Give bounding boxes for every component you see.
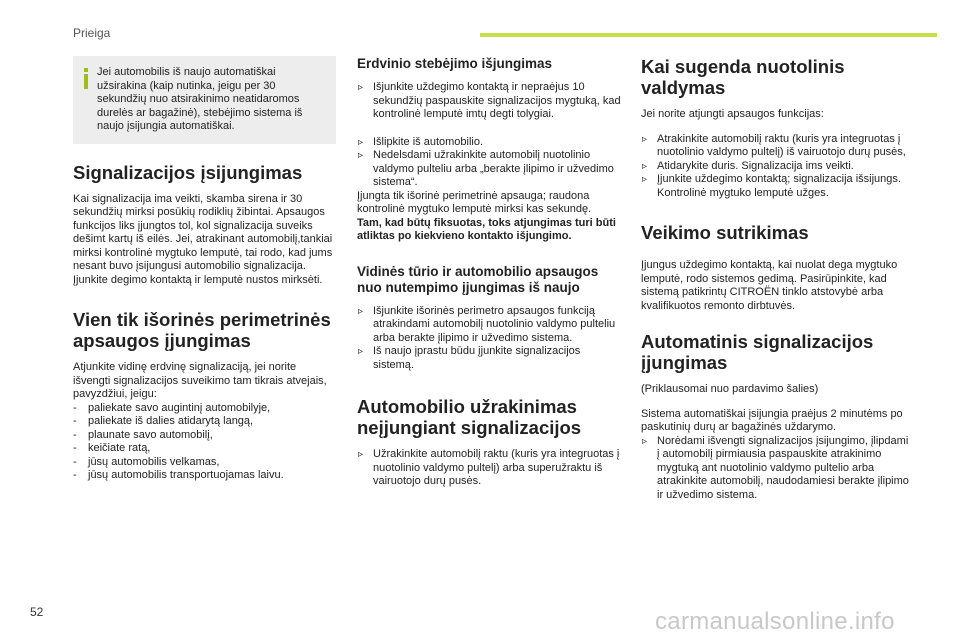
column-left	[73, 56, 336, 483]
watermark: carmanualsonline.info	[655, 608, 895, 635]
header-accent-bar	[480, 33, 937, 37]
column-middle	[357, 56, 622, 498]
section-text: Įjungta tik išorinė perimetrinė apsauga; raudona kontrolinė mygtuko lemputė mirksi kas sekundę.	[357, 189, 592, 215]
list-item: ▹ Užrakinkite automobilį raktu (kuris yra integruotas į nuotolinio valdymo pultelį) arba superužraktu iš vairuotojo durų pusės.	[357, 448, 622, 489]
step-list	[641, 133, 913, 201]
list-item: - plaunate savo automobilį,	[73, 429, 336, 443]
list-item: ▹ Išjunkite uždegimo kontaktą ir nepraėjus 10 sekundžių paspauskite signalizacijos mygtuką, kad kontrolinė lemputė imtų degti tolygiai.	[357, 81, 622, 122]
info-text: Jei automobilis iš naujo automatiškai užsirakina (kaip nutinka, jeigu per 30 sekundžių nuo atsirakinimo neatidaromos durelės ar bagažinė), stebėjimo sistema iš naujo įsijungia automatiškai.	[97, 66, 303, 132]
step-list	[641, 435, 913, 503]
list-item: - paliekate iš dalies atidarytą langą,	[73, 415, 336, 429]
list-item: ▹ Atrakinkite automobilį raktu (kuris yra integruotas į nuotolinio valdymo pultelį) iš vairuotojo durų pusės,	[641, 133, 913, 160]
list-item: ▹ Norėdami išvengti signalizacijos įsijungimo, įlipdami į automobilį pirmiausia paspauskite atrakinimo mygtuką ant nuotolinio valdymo pultelio arba atrakinkite automobilį, naudodamiesi berakte įlipimo ir užvedimo sistema.	[641, 435, 913, 503]
list-item: ▹ Išlipkite iš automobilio.	[357, 136, 622, 150]
list-item: ▹ Iš naujo įprastu būdu įjunkite signalizacijos sistemą.	[357, 345, 622, 372]
section-note: (Priklausomai nuo pardavimo šalies)	[641, 383, 819, 395]
list-item: ▹ Įjunkite uždegimo kontaktą; signalizacija išsijungs. Kontrolinė mygtuko lemputė užges.	[641, 173, 913, 200]
column-right	[641, 56, 913, 511]
section-text: Sistema automatiškai įsijungia praėjus 2 minutėms po paskutinių durų ar bagažinės uždarymo.	[641, 407, 903, 433]
section-text: Kai signalizacija ima veikti, skamba sirena ir 30 sekundžių mirksi posūkių rodiklių žibintai. Apsaugos funkcijos liks įjungtos tol, kol signalizacija suveiks dešimt kartų iš eilės. Jei, atrakinant automobilį,tankiai mirksi kontrolinė mygtuko lemputė, tai rodo, kad jums nesant buvo įsijungusi automobilio signalizacija. Įjunkite degimo kontaktą ir lemputė nustos mirksėti.	[73, 192, 333, 286]
list-item: - keičiate ratą,	[73, 442, 336, 456]
step-list	[357, 305, 622, 373]
section-title: Veikimo sutrikimas	[641, 222, 809, 243]
section-text: Jei norite atjungti apsaugos funkcijas:	[641, 108, 824, 120]
info-box	[73, 56, 336, 144]
section-title: Vidinės tūrio ir automobilio apsaugos nuo nutempimo įjungimas iš naujo	[357, 263, 599, 295]
dash-list	[73, 402, 336, 483]
section-title: Automobilio užrakinimas neįjungiant signalizacijos	[357, 396, 582, 438]
step-list	[357, 448, 622, 489]
list-item: ▹ Išjunkite išorinės perimetro apsaugos funkciją atrakindami automobilį nuotolinio valdymo pulteliu arba berakte įlipimo ir užvedimo sistema.	[357, 305, 622, 346]
section-title: Erdvinio stebėjimo išjungimas	[357, 56, 553, 71]
list-item: - jūsų automobilis transportuojamas laivu.	[73, 469, 336, 483]
section-text: Įjungus uždegimo kontaktą, kai nuolat dega mygtuko lemputė, rodo sistemos gedimą. Pasirūpinkite, kad sistemą patikrintų CITROËN tinklo atstovybė arba kvalifikuotos remonto dirbtuvės.	[641, 259, 898, 312]
list-item: - jūsų automobilis velkamas,	[73, 456, 336, 470]
step-list	[357, 136, 622, 190]
step-list	[357, 81, 622, 122]
section-text: Atjunkite vidinę erdvinę signalizaciją, jei norite išvengti signalizacijos suveikimo tam tikrais atvejais, pavyzdžiui, jeigu:	[73, 361, 327, 400]
section-title: Signalizacijos įsijungimas	[73, 161, 303, 183]
section-title: Automatinis signalizacijos įjungimas	[641, 331, 874, 373]
list-item: ▹ Atidarykite duris. Signalizacija ims veikti.	[641, 160, 913, 174]
list-item: - paliekate savo augintinį automobilyje,	[73, 402, 336, 416]
section-title: Kai sugenda nuotolinis valdymas	[641, 56, 845, 98]
warning-text: Tam, kad būtų fiksuotas, toks atjungimas turi būti atliktas po kiekvieno kontakto išjungimo.	[357, 216, 616, 242]
info-icon	[81, 68, 91, 90]
page-number: 52	[30, 605, 44, 619]
section-title: Vien tik išorinės perimetrinės apsaugos įjungimas	[73, 309, 331, 351]
section-header: Prieiga	[73, 26, 111, 40]
list-item: ▹ Nedelsdami užrakinkite automobilį nuotolinio valdymo pulteliu arba „berakte įlipimo ir užvedimo sistema“.	[357, 149, 622, 190]
